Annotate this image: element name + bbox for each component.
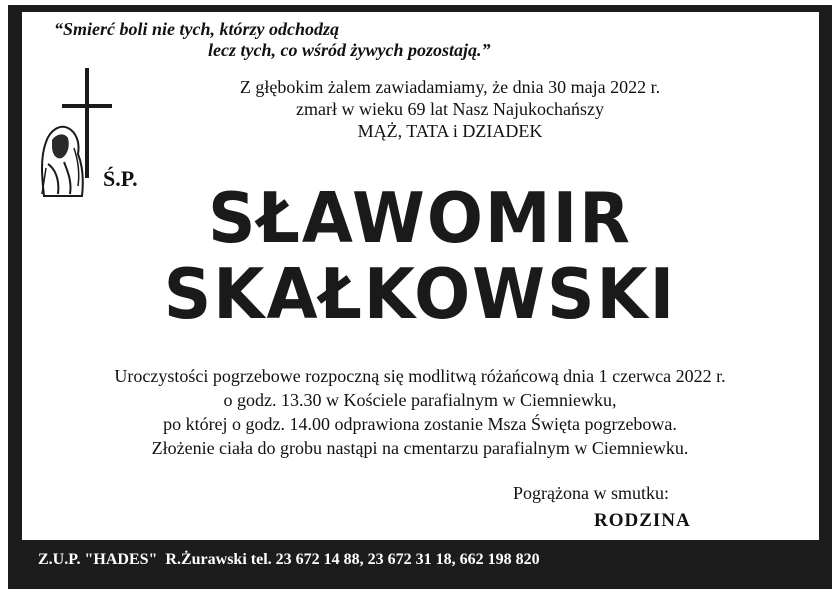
funeral-line-3: po której o godz. 14.00 odprawiona zostanie Msza Święta pogrzebowa. (163, 414, 677, 434)
mourners-label: Pogrążona w smutku: (513, 483, 669, 503)
funeral-line-4: Złożenie ciała do grobu nastąpi na cmentarzu parafialnym w Ciemniewku. (151, 438, 689, 458)
intro-line-3: MĄŻ, TATA i DZIADEK (357, 121, 543, 141)
mourners-name: RODZINA (594, 510, 691, 531)
funeral-home-footer: Z.U.P. "HADES" R.Żurawski tel. 23 672 14 88, 23 672 31 18, 662 198 820 (38, 551, 540, 568)
funeral-line-1: Uroczystości pogrzebowe rozpoczną się modlitwą różańcową dnia 1 czerwca 2022 r. (114, 366, 726, 386)
deceased-first-name: SŁAWOMIR (208, 178, 632, 259)
intro-line-2: zmarł w wieku 69 lat Nasz Najukochańszy (296, 99, 604, 119)
funeral-line-2: o godz. 13.30 w Kościele parafialnym w Ciemniewku, (223, 390, 617, 410)
deceased-last-name: SKAŁKOWSKI (163, 254, 677, 335)
funeral-details (40, 364, 800, 460)
deceased-prefix: Ś.P. (103, 166, 138, 191)
quote-line-2: lecz tych, co wśród żywych pozostają.” (208, 40, 491, 60)
intro-line-1: Z głębokim żalem zawiadamiamy, że dnia 30 maja 2022 r. (239, 77, 661, 97)
announcement-intro (190, 76, 710, 142)
quote-line-1: “Smierć boli nie tych, którzy odchodzą (54, 19, 339, 39)
